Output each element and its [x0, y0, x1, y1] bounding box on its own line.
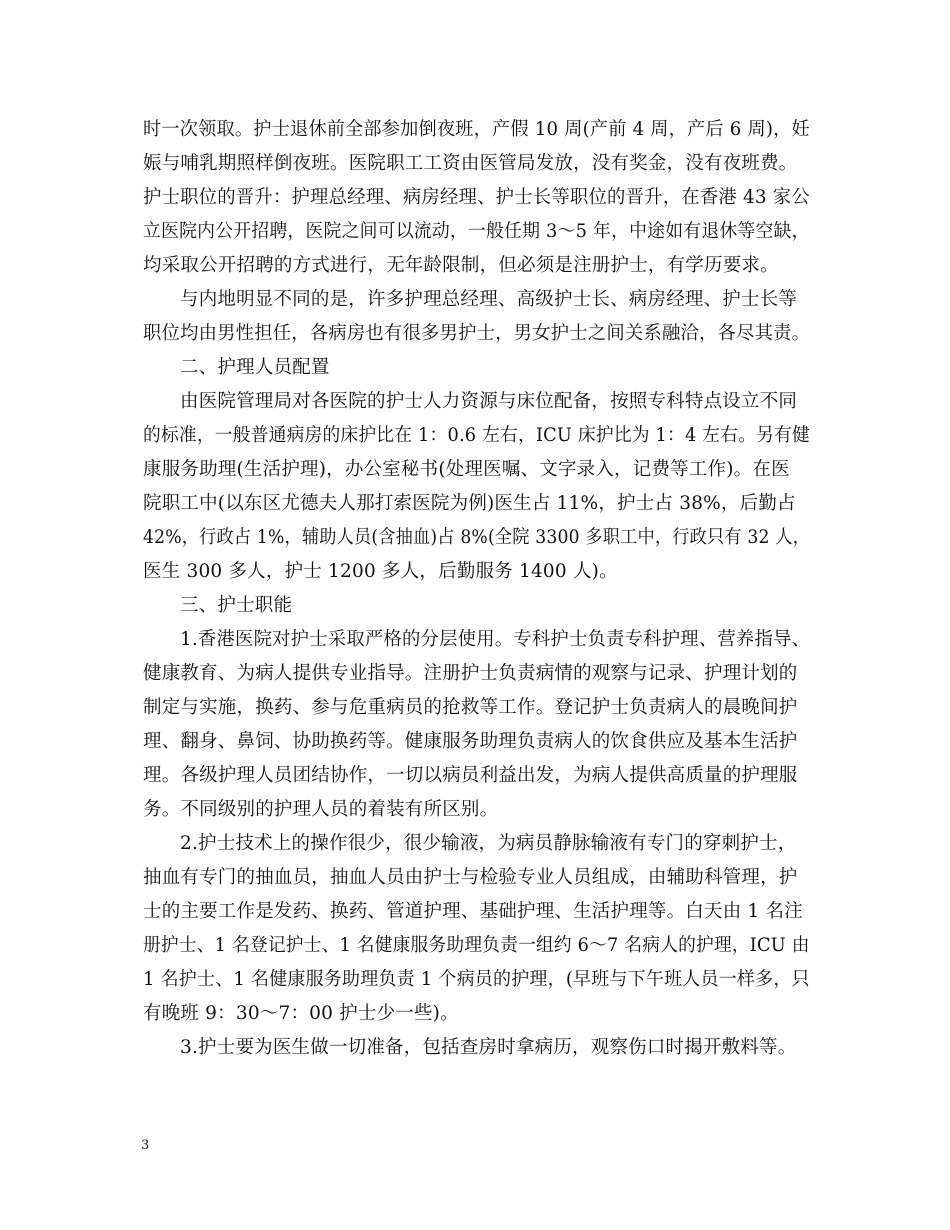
section-heading: 二、护理人员配置	[180, 357, 330, 378]
paragraph-line: 理。各级护理人员团结协作，一切以病员利益出发，为病人提供高质量的护理服	[143, 765, 798, 786]
paragraph-line: 抽血有专门的抽血员，抽血人员由护士与检验专业人员组成，由辅助科管理，护	[143, 867, 798, 888]
paragraph-line: 护士职位的晋升：护理总经理、病房经理、护士长等职位的晋升，在香港 43 家公	[143, 187, 810, 208]
paragraph-line: 42%，行政占 1%，辅助人员(含抽血)占 8%(全院 3300 多职工中，行政只有 32 人，	[143, 527, 811, 548]
paragraph-line: 有晚班 9：30～7：00 护士少一些)。	[143, 1003, 459, 1024]
paragraph-line: 与内地明显不同的是，许多护理总经理、高级护士长、病房经理、护士长等	[180, 289, 798, 310]
paragraph-line: 理、翻身、鼻饲、协助换药等。健康服务助理负责病人的饮食供应及基本生活护	[143, 731, 798, 752]
paragraph-line: 2.护士技术上的操作很少，很少输液，为病员静脉输液有专门的穿刺护士，	[180, 833, 797, 854]
paragraph-line: 由医院管理局对各医院的护士人力资源与床位配备，按照专科特点设立不同	[180, 391, 798, 412]
paragraph-line: 制定与实施，换药、参与危重病员的抢救等工作。登记护士负责病人的晨晚间护	[143, 697, 798, 718]
section-heading: 三、护士职能	[180, 595, 293, 616]
paragraph-line: 的标准，一般普通病房的床护比在 1：0.6 左右，ICU 床护比为 1：4 左右。另有健	[143, 425, 810, 446]
paragraph-line: 立医院内公开招聘，医院之间可以流动，一般任期 3～5 年，中途如有退休等空缺，	[143, 221, 810, 242]
paragraph-line: 1 名护士、1 名健康服务助理负责 1 个病员的护理，(早班与下午班人员一样多，只	[143, 969, 810, 990]
paragraph-line: 册护士、1 名登记护士、1 名健康服务助理负责一组约 6～7 名病人的护理，ICU 由	[143, 935, 810, 956]
paragraph-line: 时一次领取。护士退休前全部参加倒夜班，产假 10 周(产前 4 周，产后 6 周)，妊	[143, 119, 810, 140]
paragraph-line: 医生 300 多人，护士 1200 多人，后勤服务 1400 人)。	[143, 561, 618, 582]
paragraph-line: 院职工中(以东区尤德夫人那打索医院为例)医生占 11%，护士占 38%，后勤占	[143, 493, 796, 514]
paragraph-line: 3.护士要为医生做一切准备，包括查房时拿病历，观察伤口时揭开敷料等。	[180, 1037, 797, 1058]
paragraph-line: 务。不同级别的护理人员的着装有所区别。	[143, 799, 499, 820]
paragraph-line: 康服务助理(生活护理)，办公室秘书(处理医嘱、文字录入，记费等工作)。在医	[143, 459, 790, 480]
paragraph-line: 健康教育、为病人提供专业指导。注册护士负责病情的观察与记录、护理计划的	[143, 663, 798, 684]
paragraph-line: 职位均由男性担任，各病房也有很多男护士，男女护士之间关系融洽，各尽其责。	[143, 323, 811, 344]
paragraph-line: 1.香港医院对护士采取严格的分层使用。专科护士负责专科护理、营养指导、	[180, 629, 811, 650]
paragraph-line: 均采取公开招聘的方式进行，无年龄限制，但必须是注册护士，有学历要求。	[143, 255, 779, 276]
page-number: 3	[141, 1138, 150, 1153]
paragraph-line: 士的主要工作是发药、换药、管道护理、基础护理、生活护理等。白天由 1 名注	[143, 901, 803, 922]
paragraph-line: 娠与哺乳期照样倒夜班。医院职工工资由医管局发放，没有奖金，没有夜班费。	[143, 153, 798, 174]
